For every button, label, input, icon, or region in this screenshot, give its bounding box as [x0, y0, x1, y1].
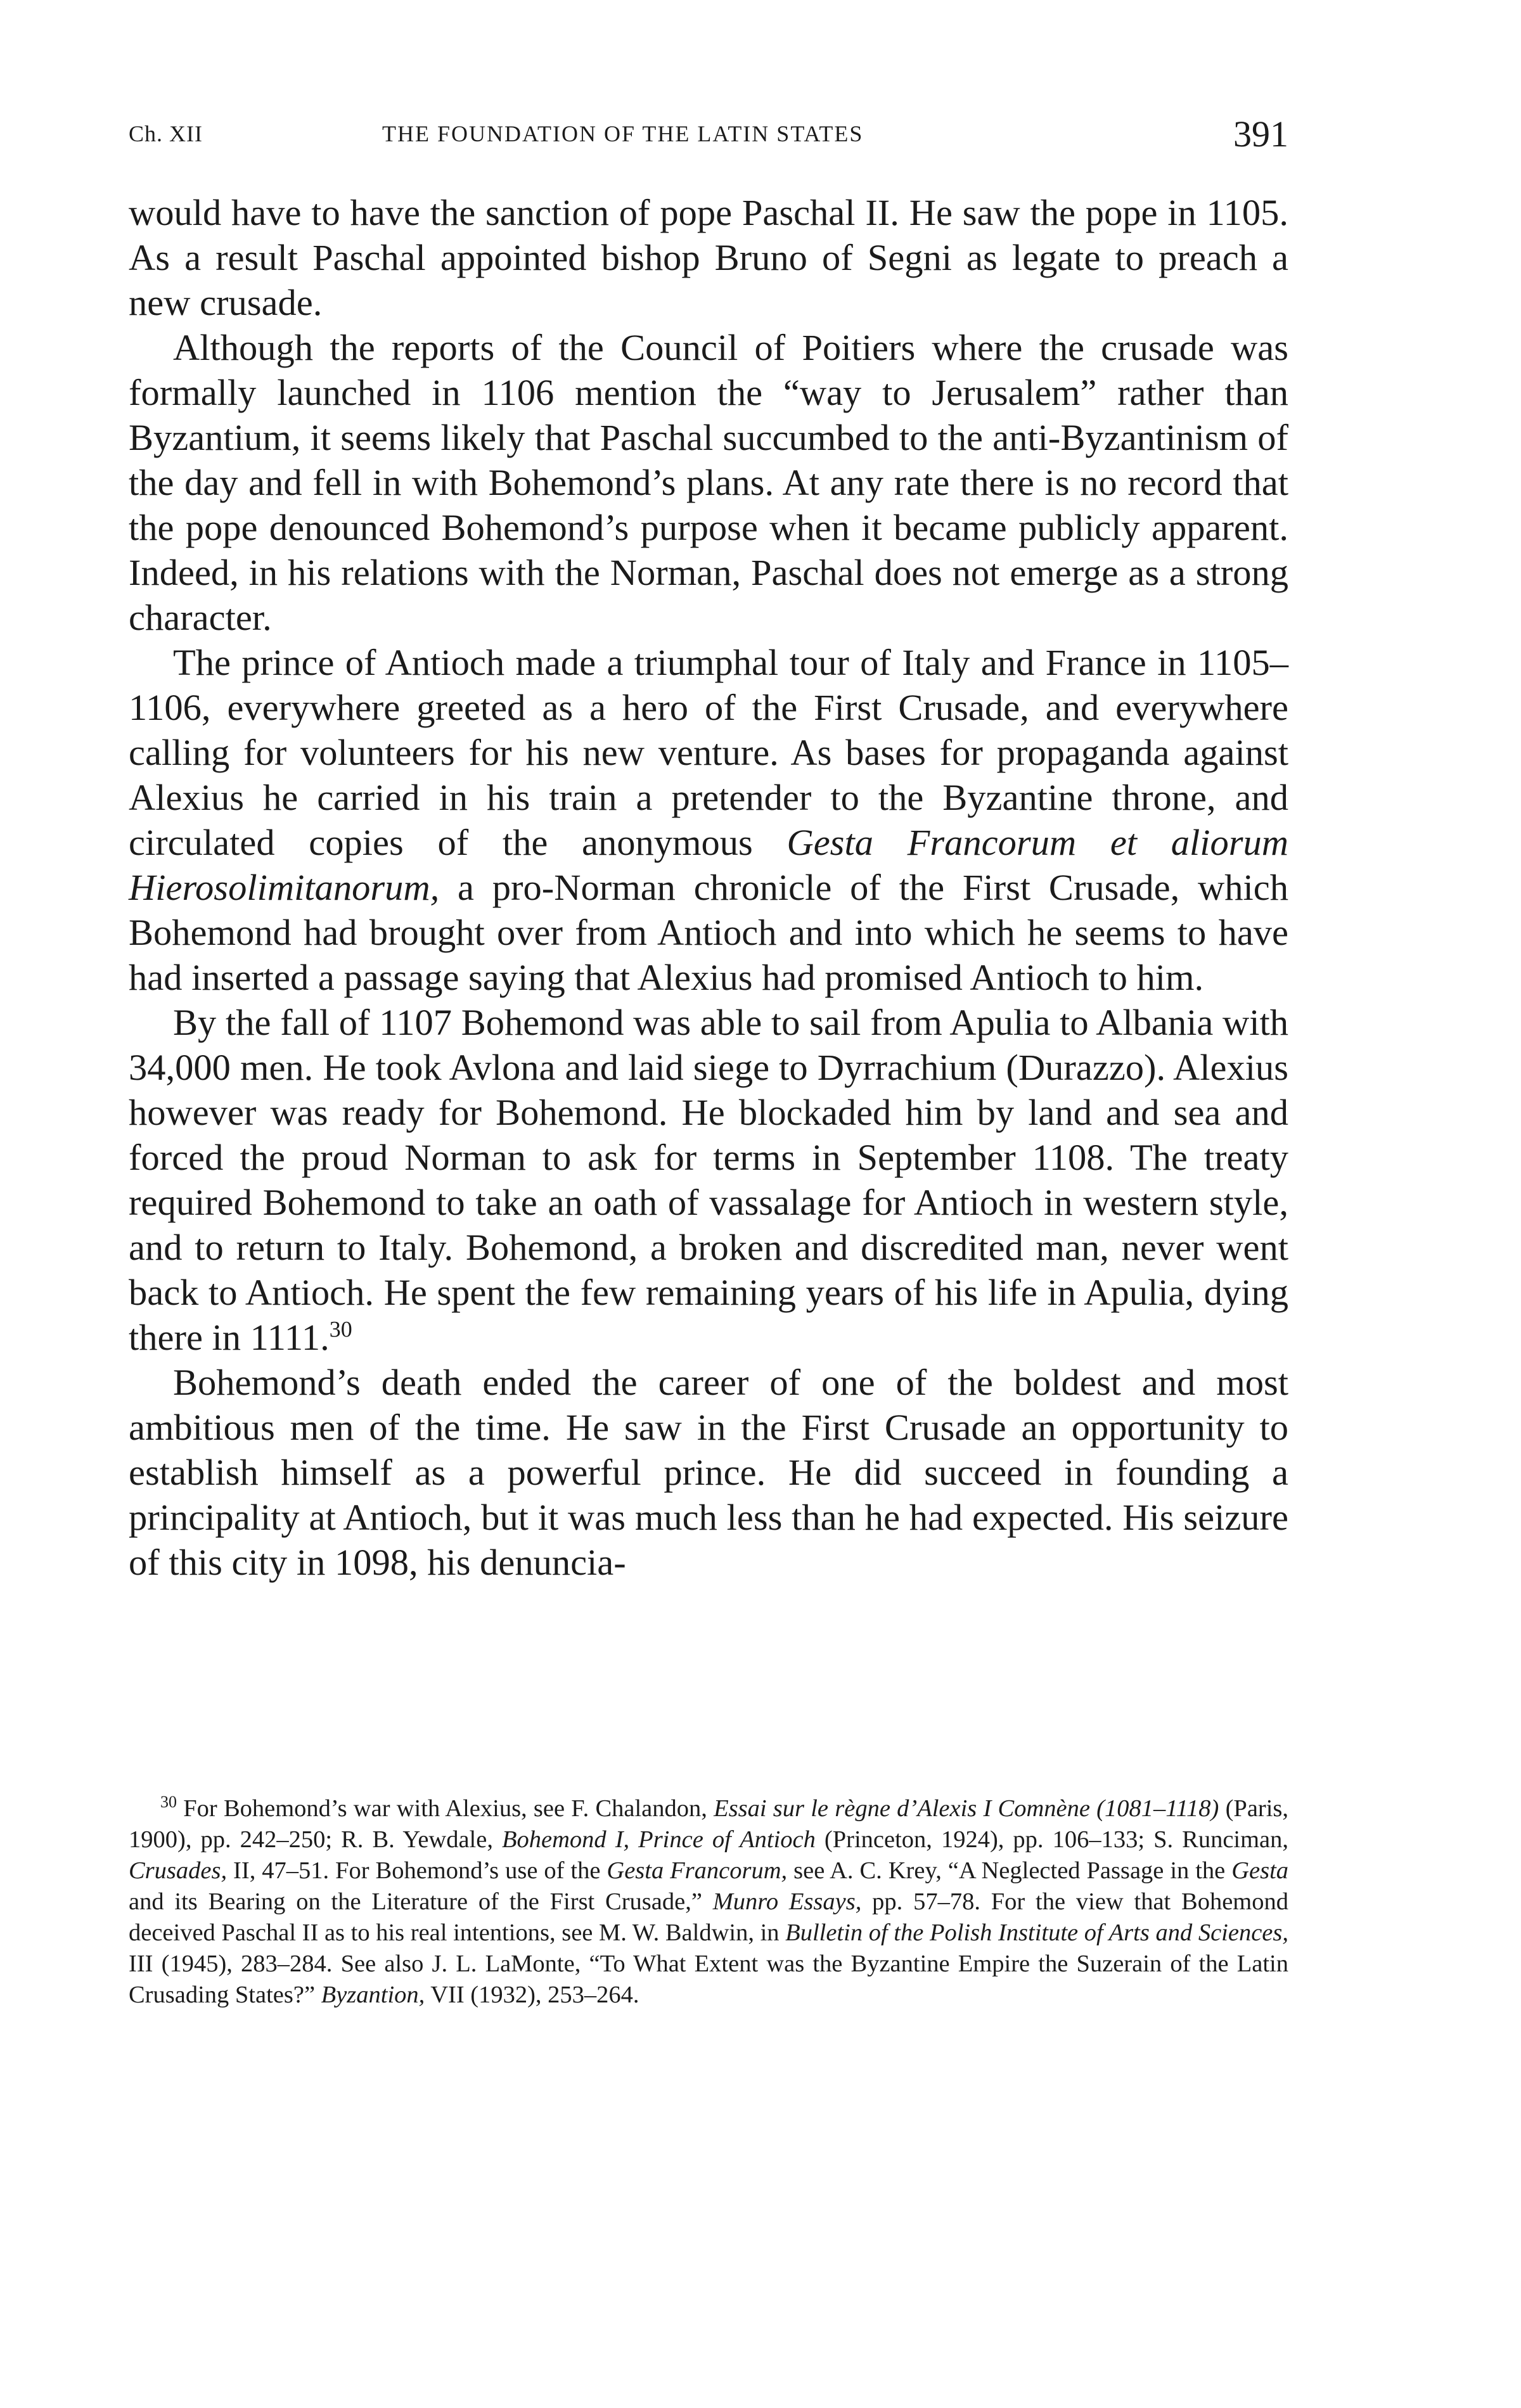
- paragraph-3: [129, 640, 1288, 1000]
- fn-text-8: III (1945), 283–284. See also J. L. LaMonte, “To What Extent was the Byzantine Empire the Suzerain of the Latin Crusading States?”: [129, 1950, 1288, 2008]
- fn-text-2: (Paris, 1900), pp. 242–250; R. B. Yewdale,: [129, 1795, 1289, 1853]
- paragraph-4: [129, 1000, 1288, 1360]
- running-head: [129, 106, 1288, 163]
- paragraph-1: would have to have the sanction of pope Paschal II. He saw the pope in 1105. As a result Paschal appointed bishop Bruno of Segni as legate to preach a new crusade.: [129, 192, 1288, 323]
- paragraph-3-text-a: The prince of Antioch made a triumphal tour of Italy and France in 1105–1106, everywhere greeted as a hero of the First Crusade, and everywhere calling for volunteers for his new venture. As bases for propaganda against Alexius he carried in his train a pretender to the Byzantine throne, and circulated copies of the anonymous: [129, 642, 1288, 863]
- footnotes: [129, 1793, 1288, 2011]
- fn-text-5: see A. C. Krey, “A Neglected Passage in the: [793, 1857, 1226, 1884]
- running-title: THE FOUNDATION OF THE LATIN STATES: [382, 121, 864, 146]
- fn-italic-4: Gesta Francorum,: [606, 1857, 788, 1884]
- footnote-30: [129, 1793, 1288, 2011]
- fn-italic-6: Munro Essays,: [712, 1888, 862, 1915]
- fn-italic-1: Essai sur le règne d’Alexis I Comnène (1081–1118): [714, 1795, 1219, 1822]
- paragraph-3-text-b: a pro-Norman chronicle of the First Crusade, which Bohemond had brought over from Antioch and into which he seems to have had inserted a passage saying that Alexius had promised Antioch to him.: [129, 867, 1288, 998]
- fn-text-1: For Bohemond’s war with Alexius, see F. Chalandon,: [183, 1795, 707, 1822]
- paragraph-2: Although the reports of the Council of Poitiers where the crusade was formally launched in 1106 mention the “way to Jerusalem” rather than Byzantium, it seems likely that Paschal succumbed to the anti-Byzantinism of the day and fell in with Bohemond’s plans. At any rate there is no record that the pope denounced Bohemond’s purpose when it became publicly apparent. Indeed, in his relations with the Norman, Paschal does not emerge as a strong character.: [129, 327, 1288, 638]
- footnote-reference[interactable]: 30: [329, 1316, 352, 1342]
- fn-text-7: pp. 57–78. For the view that Bohemond deceived Paschal II as to his real intentions, see M. W. Baldwin, in: [129, 1888, 1289, 1946]
- fn-italic-3: Crusades,: [129, 1857, 228, 1884]
- chapter-label: Ch. XII: [129, 121, 203, 146]
- body-text: [129, 190, 1288, 1585]
- fn-text-6: and its Bearing on the Literature of the First Crusade,”: [129, 1888, 702, 1915]
- fn-text-4: II, 47–51. For Bohemond’s use of the: [233, 1857, 601, 1884]
- gesta-title: Gesta Francorum et aliorum Hierosolimitanorum,: [129, 822, 1289, 908]
- fn-italic-8: Byzantion,: [321, 1982, 425, 2008]
- fn-italic-7: Bulletin of the Polish Institute of Arts and Sciences,: [785, 1919, 1288, 1946]
- fn-text-3: (Princeton, 1924), pp. 106–133; S. Runciman,: [824, 1826, 1289, 1853]
- fn-italic-5: Gesta: [1231, 1857, 1289, 1884]
- fn-text-9: VII (1932), 253–264.: [430, 1982, 639, 2008]
- paragraph-5: Bohemond’s death ended the career of one of the boldest and most ambitious men of the time. He saw in the First Crusade an opportunity to establish himself as a powerful prince. He did succeed in founding a principality at Antioch, but it was much less than he had expected. His seizure of this city in 1098, his denuncia-: [129, 1362, 1288, 1583]
- footnote-number: 30: [160, 1793, 177, 1812]
- paragraph-4-text: By the fall of 1107 Bohemond was able to sail from Apulia to Albania with 34,000 men. He took Avlona and laid siege to Dyrrachium (Durazzo). Alexius however was ready for Bohemond. He blockaded him by land and sea and forced the proud Norman to ask for terms in September 1108. The treaty required Bohemond to take an oath of vassalage for Antioch in western style, and to return to Italy. Bohemond, a broken and discredited man, never went back to Antioch. He spent the few remaining years of his life in Apulia, dying there in 1111.: [129, 1002, 1288, 1358]
- page-number: 391: [1233, 113, 1288, 155]
- fn-italic-2: Bohemond I, Prince of Antioch: [502, 1826, 816, 1853]
